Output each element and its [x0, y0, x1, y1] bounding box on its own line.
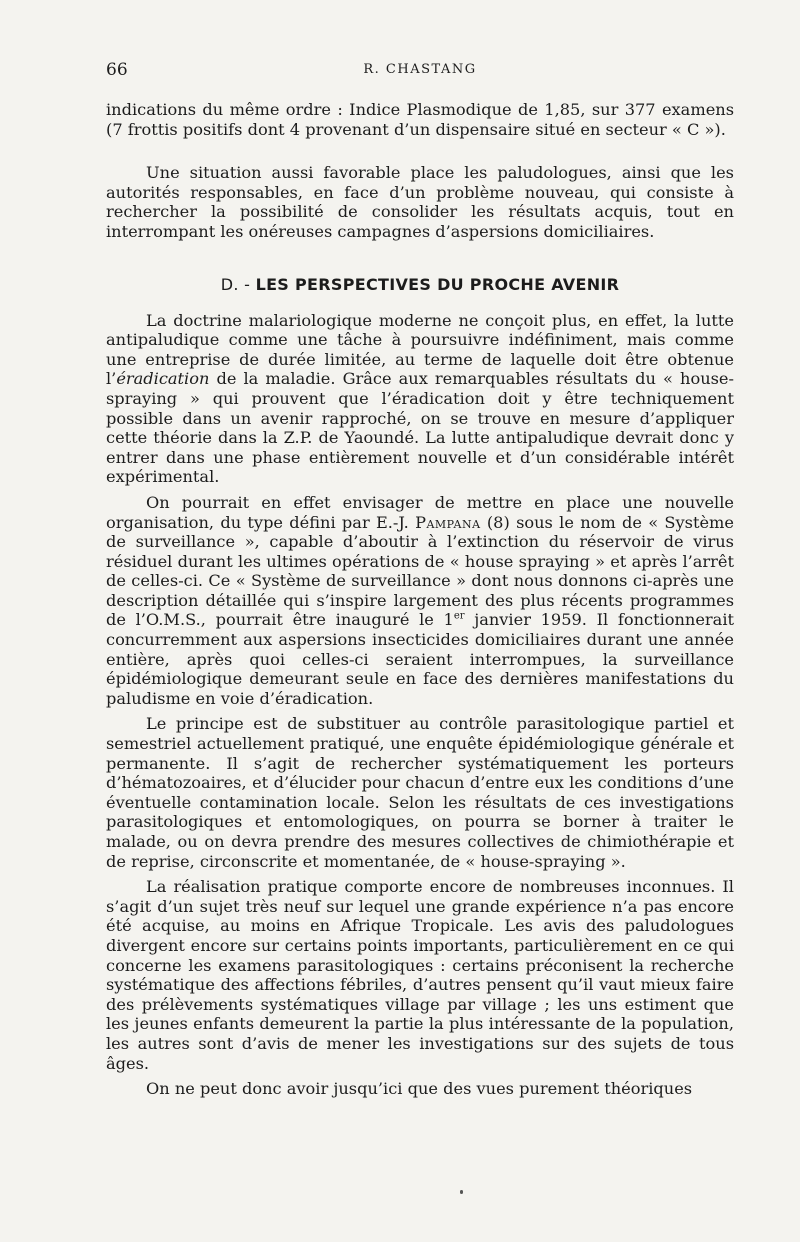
running-head	[106, 60, 734, 86]
section-heading	[106, 275, 734, 294]
section-title: LES PERSPECTIVES DU PROCHE AVENIR	[255, 274, 620, 294]
author-name: Pampana	[415, 512, 481, 532]
text-run: de la maladie. Grâce aux remarquables résultats du « house-spraying » qui prouvent que l’éradication doit y être techniquement possible dans un avenir rapproché, on se trouve en mesure d’appliquer cette théorie dans la Z.P. de Yaoundé. La lutte antipaludique devrait donc y entrer dans une phase entièrement nouvelle et d’un considérable intérêt expérimental.	[106, 369, 734, 487]
page-number: 66	[106, 60, 128, 80]
text-run: On pourrait en effet envisager de mettre en place une nouvelle organisation, du type défini par E.-J.	[106, 492, 734, 532]
paragraph-doctrine	[106, 311, 734, 487]
superscript: er	[453, 611, 465, 623]
text-run: janvier 1959. Il fonctionnerait concurremment aux aspersions insecticides domiciliaires durant une année entière, après quoi celles-ci seraient interrompues, la surveillance épidémiologique demeurant seule en face des dernières manifestations du paludisme en voie d’éradication.	[106, 610, 734, 708]
paragraph-continued: indications du même ordre : Indice Plasmodique de 1,85, sur 377 examens (7 frottis positifs dont 4 provenant d’un dispensaire situé en secteur « C »).	[106, 100, 734, 139]
paragraph-organisation	[106, 493, 734, 709]
print-speck	[460, 1190, 463, 1194]
paragraph-realisation: La réalisation pratique comporte encore de nombreuses inconnues. Il s’agit d’un sujet très neuf sur lequel une grande expérience n’a pas encore été acquise, au moins en Afrique Tropicale. Les avis des paludologues divergent encore sur certains points importants, particulièrement en ce qui concerne les examens parasitologiques : certains préconisent la recherche systématique des affections fébriles, d’autres pensent qu’il vaut mieux faire des prélèvements systématiques village par village ; les uns estiment que les jeunes enfants demeurent la partie la plus intéressante de la population, les autres sont d’avis de mener les investigations sur des sujets de tous âges.	[106, 877, 734, 1073]
paragraph-conclusion: On ne peut donc avoir jusqu’ici que des vues purement théoriques	[146, 1079, 693, 1099]
paragraph-situation: Une situation aussi favorable place les paludologues, ainsi que les autorités responsables, en face d’un problème nouveau, qui consiste à rechercher la possibilité de consolider les résultats acquis, tout en interrompant les onéreuses campagnes d’aspersions domiciliaires.	[106, 163, 734, 241]
running-title: R. CHASTANG	[363, 62, 477, 77]
page-body	[106, 60, 734, 1099]
text-run: (8) sous le nom de « Système de surveillance », capable d’aboutir à l’extinction du réservoir de virus résiduel durant les ultimes opérations de « house spraying » et après l’arrêt de celles-ci. Ce « Système de surveillance » dont nous donnons ci-après une description détaillée qui s’inspire largement des plus récents programmes de l’O.M.S., pourrait être inauguré le 1	[106, 512, 734, 630]
text-run: La doctrine malariologique moderne ne conçoit plus, en effet, la lutte antipaludique comme une tâche à poursuivre indéfiniment, mais comme une entreprise de durée limitée, au terme de laquelle doit être obtenue l’	[106, 310, 734, 389]
paragraph-principle: Le principe est de substituer au contrôle parasitologique partiel et semestriel actuellement pratiqué, une enquête épidémiologique générale et permanente. Il s’agit de rechercher systématiquement les porteurs d’hématozoaires, et d’élucider pour chacun d’entre eux les conditions d’une éventuelle contamination locale. Selon les résultats de ces investigations parasitologiques et entomologiques, on pourra se borner à traiter le malade, ou on devra prendre des mesures collectives de chimiothérapie et de reprise, circonscrite et momentanée, de « house-spraying ».	[106, 714, 734, 871]
section-label: D. -	[220, 274, 256, 294]
italic-term: éradication	[116, 369, 210, 389]
